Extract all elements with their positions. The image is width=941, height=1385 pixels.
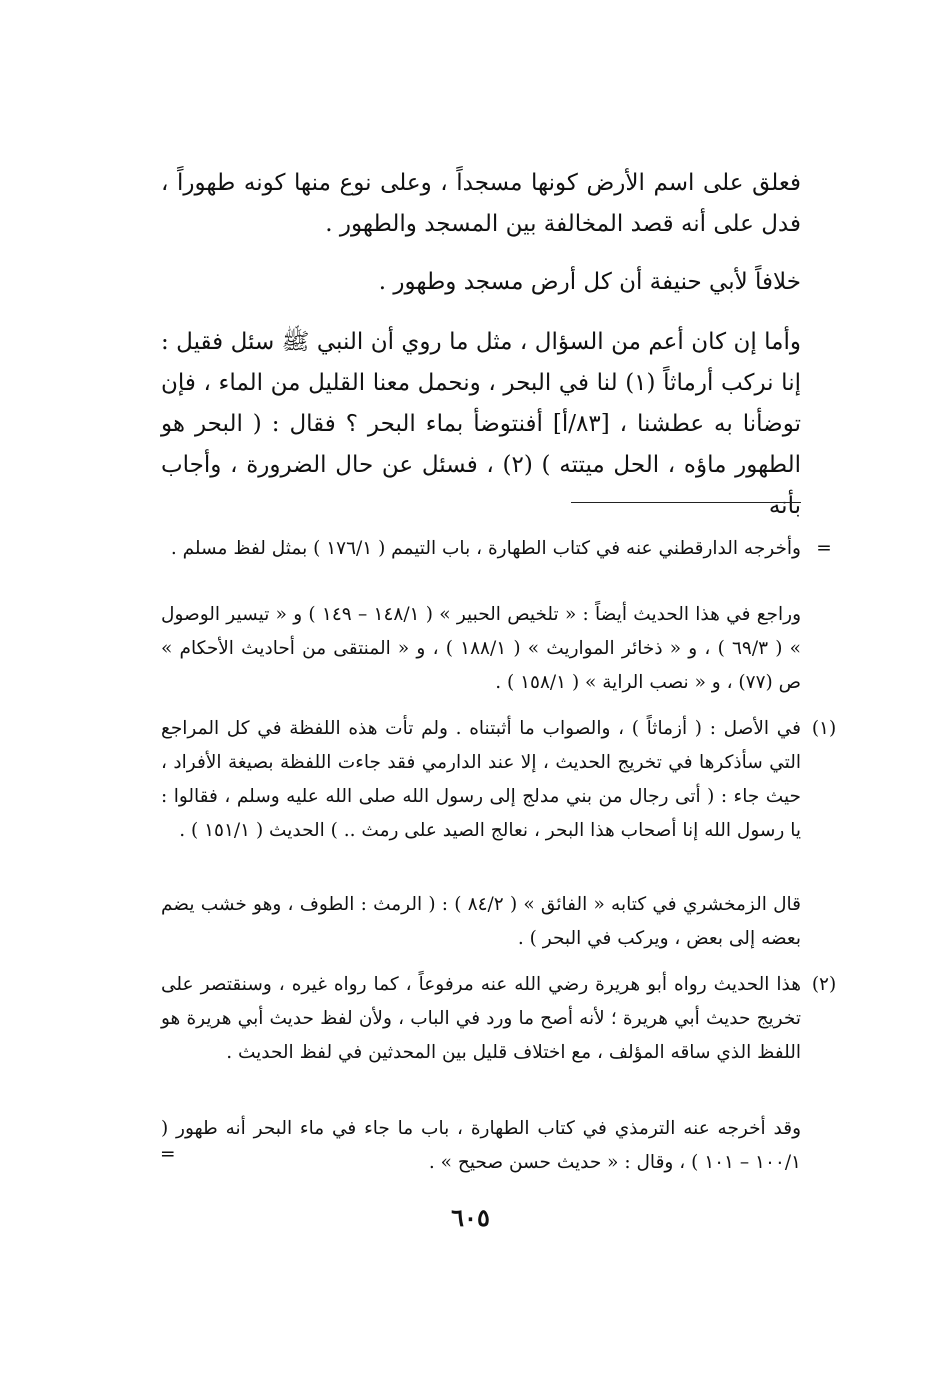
- main-paragraph-2: خلافاً لأبي حنيفة أن كل أرض مسجد وطهور .: [378, 269, 801, 295]
- footnote-2-mark: (٢): [811, 974, 837, 995]
- end-continuation-mark: =: [160, 1144, 176, 1165]
- footnote-1-extra-text: قال الزمخشري في كتابه « الفائق » ( ٨٤/٢ ) : ( الرمث : الطوف ، وهو خشب يضم بعضه إلى بعض ، ويركب في البحر ) .: [161, 894, 802, 949]
- continuation-mark: =: [816, 538, 832, 559]
- footnote-2: [161, 968, 837, 1070]
- footnote-2-extra-text: وقد أخرجه عنه الترمذي في كتاب الطهارة ، باب ما جاء في ماء البحر أنه طهور ( ١٠٠/١ – ١٠١ ) ، وقال : « حديث حسن صحيح » .: [161, 1118, 801, 1173]
- footnote-1-mark: (١): [811, 718, 837, 739]
- page-number: ٦٠٥: [451, 1203, 490, 1232]
- main-paragraph-3: وأما إن كان أعم من السؤال ، مثل ما روي أن النبي ﷺ سئل فقيل : إنا نركب أرماثاً (١) لنا في البحر ، ونحمل معنا القليل من الماء ، فإن توضأنا به عطشنا ، [٨٣/أ] أفنتوضأ بماء البحر ؟ فقال : ( البحر هو الطهور ماؤه ، الحل ميتته ) (٢) ، فسئل عن حال الضرورة ، وأجاب بأنه: [161, 329, 801, 519]
- footnote-1-text: في الأصل : ( أزماثاً ) ، والصواب ما أثبتناه . ولم تأت هذه اللفظة في كل المراجع التي سأذكرها في تخريج الحديث ، إلا عند الدارمي فقد جاءت اللفظة بصيغة الأفراد ، حيث جاء : ( أتى رجال من بني مدلج إلى رسول الله صلى الله عليه وسلم ، فقالوا : يا رسول الله إنا أصحاب هذا البحر ، نعالج الصيد على رمث .. ) الحديث ( ١٥١/١ ) .: [161, 718, 801, 841]
- footnote-separator: [571, 502, 801, 503]
- footnote-continuation-text-2: وراجع في هذا الحديث أيضاً : « تلخيص الحبير » ( ١٤٨/١ – ١٤٩ ) و « تيسير الوصول » ( ٦٩/٣ ) ، و « ذخائر المواريث » ( ١٨٨/١ ) ، و « المنتقى من أحاديث الأحكام » ص (٧٧) ، و « نصب الراية » ( ١٥٨/١ ) .: [161, 604, 801, 693]
- footnote-1-extra: [161, 888, 801, 956]
- footnote-continuation: [161, 532, 832, 566]
- footnote-continuation-text-1: وأخرجه الدارقطني عنه في كتاب الطهارة ، باب التيمم ( ١٧٦/١ ) بمثل لفظ مسلم .: [170, 538, 801, 559]
- footnote-continuation-references: [161, 598, 801, 700]
- main-paragraph-1: فعلق على اسم الأرض كونها مسجداً ، وعلى نوع منها كونه طهوراً ، فدل على أنه قصد المخالفة بين المسجد والطهور .: [161, 170, 801, 237]
- footnote-1: [161, 712, 837, 848]
- footnote-2-text: هذا الحديث رواه أبو هريرة رضي الله عنه مرفوعاً ، كما رواه غيره ، وسنقتصر على تخريج حديث أبي هريرة ؛ لأنه أصح ما ورد في الباب ، ولأن لفظ حديث أبي هريرة هو اللفظ الذي ساقه المؤلف ، مع اختلاف قليل بين المحدثين في لفظ الحديث .: [161, 974, 801, 1063]
- footnote-2-extra: [161, 1112, 801, 1180]
